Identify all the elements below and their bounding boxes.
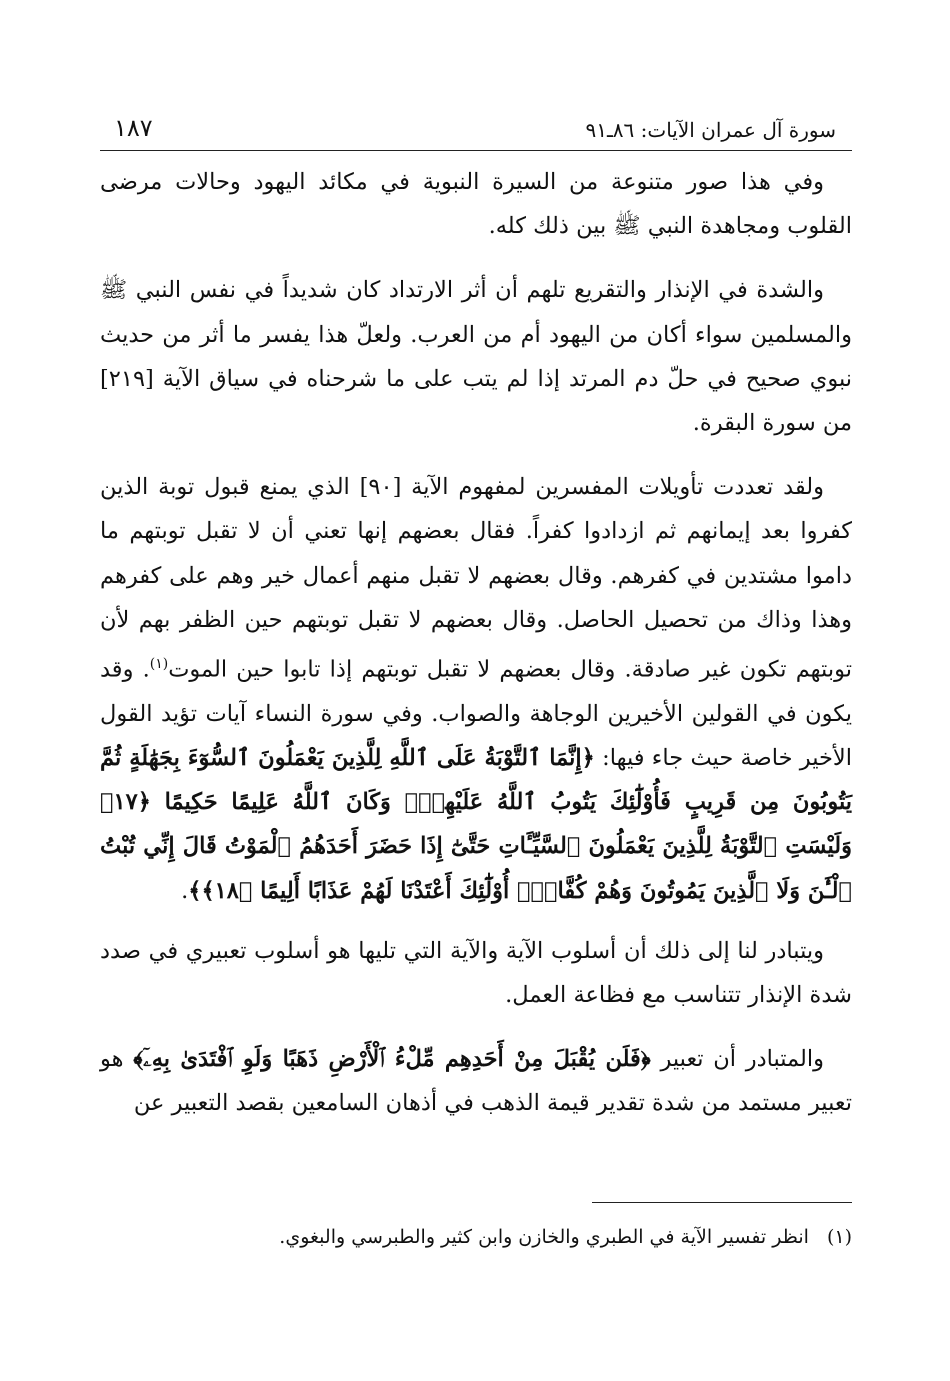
running-title: سورة آل عمران الآيات: ٨٦ـ٩١ bbox=[585, 118, 836, 142]
paragraph-text: وفي هذا صور متنوعة من السيرة النبوية في مكائد اليهود وحالات مرضى القلوب ومجاهدة النبي ﷺ بين ذلك كله. bbox=[100, 169, 852, 240]
quran-verse-quote: ﴿فَلَن يُقْبَلَ مِنْ أَحَدِهِم مِّلْءُ ٱلْأَرْضِ ذَهَبًا وَلَوِ ٱفْتَدَىٰ بِهِۦٓ﴾ bbox=[133, 1046, 651, 1073]
paragraph-4 bbox=[100, 929, 852, 1017]
paragraph-1 bbox=[100, 160, 852, 248]
paragraph-text: والمتبادر أن تعبير bbox=[660, 1046, 824, 1073]
paragraph-5 bbox=[100, 1037, 852, 1125]
footnote bbox=[100, 1222, 852, 1252]
paragraph-text-continued: هو تعبير مستمد من شدة تقدير قيمة الذهب في أذهان السامعين بقصد التعبير عن bbox=[100, 1046, 852, 1117]
page-body bbox=[100, 160, 852, 1146]
paragraph-text: والشدة في الإنذار والتقريع تلهم أن أثر الارتداد كان شديداً في نفس النبي ﷺ والمسلمين سواء أكان من اليهود أم من العرب. ولعلّ هذا يفسر ما أثر من حديث نبوي صحيح في حلّ دم المرتد إذا لم يتب على ما شرحناه في سياق الآية [٢١٩] من سورة البقرة. bbox=[100, 277, 852, 437]
paragraph-text-continued: . وقد يكون في القولين الأخيرين الوجاهة والصواب. وفي سورة النساء آيات تؤيد القول الأخير خاصة حيث جاء فيها: bbox=[100, 656, 852, 771]
paragraph-text: ويتبادر لنا إلى ذلك أن أسلوب الآية والآية التي تليها هو أسلوب تعبيري في صدد شدة الإنذار تتناسب مع فظاعة العمل. bbox=[100, 937, 852, 1008]
page-header bbox=[100, 110, 852, 150]
footnote-text: انظر تفسير الآية في الطبري والخازن وابن كثير والطبرسي والبغوي. bbox=[279, 1226, 809, 1248]
paragraph-3 bbox=[100, 465, 852, 913]
paragraph-text: ولقد تعددت تأويلات المفسرين لمفهوم الآية [٩٠] الذي يمنع قبول توبة الذين كفروا بعد إيمانهم ثم ازدادوا كفراً. فقال بعضهم إنها تعني أن لا تقبل توبتهم ما داموا مشتدين في كفرهم. وقال بعضهم لا تقبل منهم أعمال خير وهم على كفرهم وهذا وذاك من تحصيل الحاصل. وقال بعضهم لا تقبل توبتهم حين الظفر بهم لأن توبتهم تكون غير صادقة. وقال بعضهم لا تقبل توبتهم إذا تابوا حين الموت bbox=[100, 474, 852, 683]
footnote-mark: (١) bbox=[826, 1226, 852, 1248]
footnote-divider bbox=[592, 1202, 852, 1203]
footnote-reference: (١) bbox=[149, 656, 169, 673]
header-divider bbox=[100, 150, 852, 151]
page-number: ١٨٧ bbox=[114, 114, 153, 142]
paragraph-2 bbox=[100, 268, 852, 445]
quran-verse-quote: ﴿إِنَّمَا ٱلتَّوْبَةُ عَلَى ٱللَّهِ لِلَّذِينَ يَعْمَلُونَ ٱلسُّوٓءَ بِجَهَٰلَةٍ ثُمَّ يَتُوبُونَ مِن قَرِيبٍ فَأُوْلَٰٓئِكَ يَتُوبُ ٱللَّهُ عَلَيْهِمْۗ وَكَانَ ٱللَّهُ عَلِيمًا حَكِيمًا ﴿١٧﴾ وَلَيْسَتِ ٱلتَّوْبَةُ لِلَّذِينَ يَعْمَلُونَ ٱلسَّيِّـَٔاتِ حَتَّىٰٓ إِذَا حَضَرَ أَحَدَهُمُ ٱلْمَوْتُ قَالَ إِنِّي تُبْتُ ٱلْـَٰٔنَ وَلَا ٱلَّذِينَ يَمُوتُونَ وَهُمْ كُفَّارٌۚ أُوْلَٰٓئِكَ أَعْتَدْنَا لَهُمْ عَذَابًا أَلِيمًا ﴿١٨﴾﴾ bbox=[100, 744, 852, 904]
paragraph-end: . bbox=[181, 877, 189, 904]
